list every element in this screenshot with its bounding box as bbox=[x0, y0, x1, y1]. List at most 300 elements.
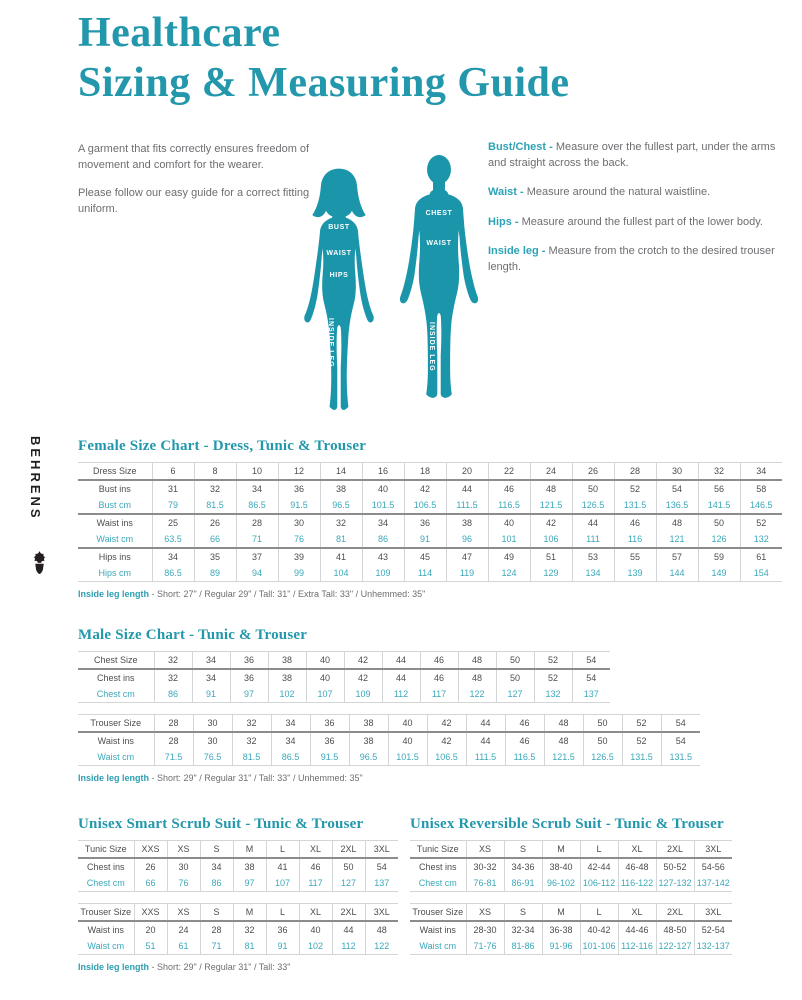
cell-value: 96-102 bbox=[542, 875, 580, 892]
cell-value: 94 bbox=[236, 565, 278, 582]
cell-value: 48 bbox=[544, 732, 583, 749]
cell-value: XXS bbox=[134, 904, 167, 921]
cell-value: 127 bbox=[332, 875, 365, 892]
cell-value: 30-32 bbox=[466, 858, 504, 875]
cell-value: 44 bbox=[332, 921, 365, 938]
table-row bbox=[78, 732, 700, 749]
note-label: Inside leg length bbox=[78, 773, 150, 783]
cell-value: XS bbox=[167, 841, 200, 858]
male-chart-title: Male Size Chart - Tunic & Trouser bbox=[78, 627, 308, 643]
cell-value: 131.5 bbox=[622, 749, 661, 766]
cell-value: 38 bbox=[349, 732, 388, 749]
female-silhouette-graphic bbox=[296, 166, 382, 424]
cell-value: 99 bbox=[278, 565, 320, 582]
cell-value: 41 bbox=[320, 548, 362, 565]
cell-value: 34 bbox=[236, 480, 278, 497]
cell-value: 56 bbox=[698, 480, 740, 497]
brand-logo bbox=[28, 436, 52, 548]
cell-value: 2XL bbox=[332, 841, 365, 858]
cell-value: 51 bbox=[530, 548, 572, 565]
reversible-scrub-title: Unisex Reversible Scrub Suit - Tunic & Trouser bbox=[410, 816, 724, 832]
row-label: Waist ins bbox=[87, 924, 124, 935]
cell-value: 126.5 bbox=[583, 749, 622, 766]
cell-value: 48 bbox=[458, 669, 496, 686]
cell-value: 36 bbox=[278, 480, 320, 497]
cell-value: 46 bbox=[505, 732, 544, 749]
row-label: Trouser Size bbox=[412, 906, 464, 917]
cell-value: 81-86 bbox=[504, 938, 542, 955]
cell-value: 86.5 bbox=[236, 497, 278, 514]
cell-value: 81.5 bbox=[194, 497, 236, 514]
cell-value: 50 bbox=[583, 732, 622, 749]
male-inside-leg-label: INSIDE LEG bbox=[428, 322, 435, 372]
cell-value: 6 bbox=[152, 463, 194, 480]
cell-value: M bbox=[233, 904, 266, 921]
cell-value: 34 bbox=[271, 732, 310, 749]
cell-value: 20 bbox=[134, 921, 167, 938]
row-label: Trouser Size bbox=[90, 717, 142, 728]
cell-value: 36 bbox=[266, 921, 299, 938]
cell-value: 54 bbox=[661, 732, 700, 749]
cell-value: 2XL bbox=[656, 841, 694, 858]
female-silhouette bbox=[296, 166, 382, 424]
cell-value: 32 bbox=[320, 514, 362, 531]
cell-value: 34 bbox=[740, 463, 782, 480]
note-text: - Short: 29" / Regular 31" / Tall: 33" / Unhemmed: 35" bbox=[149, 773, 363, 783]
table-row bbox=[78, 875, 398, 892]
cell-value: XL bbox=[618, 904, 656, 921]
cell-value: 3XL bbox=[365, 841, 398, 858]
cell-value: 91-96 bbox=[542, 938, 580, 955]
cell-value: L bbox=[580, 904, 618, 921]
cell-value: L bbox=[266, 904, 299, 921]
table-row bbox=[78, 921, 398, 938]
cell-value: 49 bbox=[488, 548, 530, 565]
cell-value: 132 bbox=[534, 686, 572, 703]
cell-value: 50 bbox=[572, 480, 614, 497]
cell-value: 47 bbox=[446, 548, 488, 565]
instruction-text: Measure from the crotch to the desired trouser length. bbox=[488, 245, 775, 274]
instruction-text: Measure around the fullest part of the lower body. bbox=[521, 215, 763, 228]
brand-name: BEHRENS bbox=[28, 436, 43, 521]
cell-value: 134 bbox=[572, 565, 614, 582]
cell-value: 86-91 bbox=[504, 875, 542, 892]
cell-value: 91.5 bbox=[278, 497, 320, 514]
cell-value: 34 bbox=[200, 858, 233, 875]
cell-value: 38 bbox=[268, 669, 306, 686]
cell-value: M bbox=[542, 841, 580, 858]
cell-value: 46 bbox=[420, 669, 458, 686]
page-title-line1: Healthcare bbox=[78, 10, 281, 56]
smart-scrub-trouser-table bbox=[78, 903, 400, 955]
row-label: Chest cm bbox=[86, 877, 125, 888]
cell-value: 48 bbox=[530, 480, 572, 497]
cell-value: 132 bbox=[740, 531, 782, 548]
table-row bbox=[78, 669, 610, 686]
cell-value: L bbox=[580, 841, 618, 858]
cell-value: 40 bbox=[299, 921, 332, 938]
table-row bbox=[78, 531, 782, 548]
cell-value: 106.5 bbox=[404, 497, 446, 514]
cell-value: 55 bbox=[614, 548, 656, 565]
cell-value: M bbox=[233, 841, 266, 858]
cell-value: 76 bbox=[167, 875, 200, 892]
cell-value: 54 bbox=[572, 669, 610, 686]
reversible-scrub-tunic-table bbox=[410, 840, 782, 892]
cell-value: 40 bbox=[306, 652, 344, 669]
cell-value: 34 bbox=[192, 669, 230, 686]
cell-value: 54 bbox=[656, 480, 698, 497]
cell-value: 109 bbox=[344, 686, 382, 703]
cell-value: 101.5 bbox=[362, 497, 404, 514]
cell-value: 66 bbox=[194, 531, 236, 548]
cell-value: XS bbox=[466, 904, 504, 921]
cell-value: 36 bbox=[404, 514, 446, 531]
cell-value: 106 bbox=[530, 531, 572, 548]
cell-value: 54 bbox=[572, 652, 610, 669]
smart-scrub-inside-leg-note bbox=[78, 962, 400, 972]
instruction-term: Waist - bbox=[488, 186, 524, 199]
female-inside-leg-note bbox=[78, 589, 782, 599]
cell-value: 97 bbox=[230, 686, 268, 703]
cell-value: 24 bbox=[530, 463, 572, 480]
intro-paragraph: Please follow our easy guide for a correct fitting uniform. bbox=[78, 187, 310, 215]
male-tunic-table bbox=[78, 651, 782, 703]
cell-value: 52 bbox=[622, 732, 661, 749]
cell-value: 32-34 bbox=[504, 921, 542, 938]
reversible-scrub-section bbox=[410, 816, 782, 955]
cell-value: 46 bbox=[505, 715, 544, 732]
cell-value: 116.5 bbox=[505, 749, 544, 766]
page-title-line2: Sizing & Measuring Guide bbox=[78, 60, 570, 106]
cell-value: 30 bbox=[193, 732, 232, 749]
cell-value: 32 bbox=[232, 715, 271, 732]
cell-value: 28 bbox=[236, 514, 278, 531]
cell-value: 146.5 bbox=[740, 497, 782, 514]
intro-paragraph: A garment that fits correctly ensures freedom of movement and comfort for the wearer. bbox=[78, 143, 310, 171]
cell-value: 122-127 bbox=[656, 938, 694, 955]
cell-value: 48 bbox=[544, 715, 583, 732]
row-label: Hips cm bbox=[98, 567, 131, 578]
row-label: Trouser Size bbox=[80, 906, 132, 917]
cell-value: 66 bbox=[134, 875, 167, 892]
cell-value: 28 bbox=[154, 732, 193, 749]
female-hips-label: HIPS bbox=[329, 272, 349, 279]
male-size-chart-section bbox=[78, 627, 782, 783]
cell-value: 97 bbox=[233, 875, 266, 892]
cell-value: 32 bbox=[154, 652, 192, 669]
cell-value: 48-50 bbox=[656, 921, 694, 938]
cell-value: 137 bbox=[365, 875, 398, 892]
cell-value: 52 bbox=[622, 715, 661, 732]
cell-value: 106.5 bbox=[427, 749, 466, 766]
cell-value: 26 bbox=[194, 514, 236, 531]
cell-value: 107 bbox=[306, 686, 344, 703]
cell-value: 91 bbox=[266, 938, 299, 955]
cell-value: 79 bbox=[152, 497, 194, 514]
cell-value: 26 bbox=[134, 858, 167, 875]
row-label: Waist ins bbox=[97, 735, 134, 746]
cell-value: 102 bbox=[268, 686, 306, 703]
instruction-term: Hips - bbox=[488, 215, 519, 228]
cell-value: 111.5 bbox=[446, 497, 488, 514]
cell-value: 28 bbox=[154, 715, 193, 732]
note-text: - Short: 29" / Regular 31" / Tall: 33" bbox=[149, 962, 291, 972]
cell-value: 42 bbox=[427, 732, 466, 749]
cell-value: 71-76 bbox=[466, 938, 504, 955]
cell-value: XL bbox=[618, 841, 656, 858]
instruction-item bbox=[488, 140, 794, 171]
cell-value: 112 bbox=[332, 938, 365, 955]
cell-value: 42 bbox=[344, 669, 382, 686]
cell-value: 58 bbox=[740, 480, 782, 497]
cell-value: 124 bbox=[488, 565, 530, 582]
cell-value: 50 bbox=[332, 858, 365, 875]
instruction-item bbox=[488, 185, 794, 201]
cell-value: S bbox=[200, 904, 233, 921]
cell-value: 126.5 bbox=[572, 497, 614, 514]
cell-value: 28 bbox=[200, 921, 233, 938]
cell-value: 41 bbox=[266, 858, 299, 875]
cell-value: 36 bbox=[230, 652, 268, 669]
cell-value: S bbox=[200, 841, 233, 858]
cell-value: 109 bbox=[362, 565, 404, 582]
table-row bbox=[78, 938, 398, 955]
instruction-text: Measure around the natural waistline. bbox=[526, 186, 711, 199]
cell-value: 38 bbox=[320, 480, 362, 497]
cell-value: 36-38 bbox=[542, 921, 580, 938]
intro-text bbox=[78, 142, 313, 217]
row-label: Hips ins bbox=[98, 551, 131, 562]
cell-value: 52 bbox=[534, 652, 572, 669]
note-label: Inside leg length bbox=[78, 962, 150, 972]
cell-value: 38 bbox=[349, 715, 388, 732]
cell-value: 54 bbox=[365, 858, 398, 875]
table-row bbox=[78, 841, 398, 858]
male-chest-label: CHEST bbox=[425, 210, 453, 217]
row-label: Bust ins bbox=[98, 483, 131, 494]
cell-value: 12 bbox=[278, 463, 320, 480]
cell-value: 112 bbox=[382, 686, 420, 703]
cell-value: 2XL bbox=[332, 904, 365, 921]
cell-value: 96.5 bbox=[320, 497, 362, 514]
cell-value: 38-40 bbox=[542, 858, 580, 875]
row-label: Dress Size bbox=[92, 465, 137, 476]
measurement-figures bbox=[296, 140, 488, 425]
row-label: Chest ins bbox=[86, 861, 125, 872]
cell-value: 121 bbox=[656, 531, 698, 548]
male-trouser-table bbox=[78, 714, 782, 766]
cell-value: 48 bbox=[365, 921, 398, 938]
cell-value: 16 bbox=[362, 463, 404, 480]
female-chart-title: Female Size Chart - Dress, Tunic & Trouser bbox=[78, 438, 367, 454]
cell-value: 26 bbox=[572, 463, 614, 480]
reversible-scrub-trouser-table bbox=[410, 903, 782, 955]
cell-value: 116-122 bbox=[618, 875, 656, 892]
cell-value: 52 bbox=[534, 669, 572, 686]
cell-value: 91.5 bbox=[310, 749, 349, 766]
female-size-chart-section bbox=[78, 438, 782, 599]
row-label: Chest ins bbox=[96, 672, 135, 683]
cell-value: 52 bbox=[740, 514, 782, 531]
cell-value: 50 bbox=[496, 652, 534, 669]
male-inside-leg-note bbox=[78, 773, 782, 783]
row-label: Waist cm bbox=[96, 533, 134, 544]
cell-value: 40 bbox=[388, 715, 427, 732]
measuring-instructions bbox=[488, 140, 794, 290]
cell-value: S bbox=[504, 904, 542, 921]
cell-value: 54-56 bbox=[694, 858, 732, 875]
smart-scrub-section bbox=[78, 816, 400, 972]
cell-value: 42-44 bbox=[580, 858, 618, 875]
cell-value: S bbox=[504, 841, 542, 858]
cell-value: 28-30 bbox=[466, 921, 504, 938]
cell-value: 32 bbox=[154, 669, 192, 686]
cell-value: XS bbox=[466, 841, 504, 858]
cell-value: M bbox=[542, 904, 580, 921]
cell-value: 117 bbox=[299, 875, 332, 892]
cell-value: 86 bbox=[362, 531, 404, 548]
table-row bbox=[78, 548, 782, 565]
cell-value: 40-42 bbox=[580, 921, 618, 938]
cell-value: 34 bbox=[362, 514, 404, 531]
cell-value: 71.5 bbox=[154, 749, 193, 766]
cell-value: 48 bbox=[458, 652, 496, 669]
table-row bbox=[78, 858, 398, 875]
cell-value: 46 bbox=[488, 480, 530, 497]
cell-value: 42 bbox=[404, 480, 446, 497]
cell-value: 136.5 bbox=[656, 497, 698, 514]
cell-value: 116 bbox=[614, 531, 656, 548]
cell-value: 131.5 bbox=[661, 749, 700, 766]
cell-value: 8 bbox=[194, 463, 236, 480]
row-label: Chest cm bbox=[96, 688, 135, 699]
cell-value: 96.5 bbox=[349, 749, 388, 766]
cell-value: 50 bbox=[698, 514, 740, 531]
cell-value: 46 bbox=[614, 514, 656, 531]
cell-value: 36 bbox=[310, 715, 349, 732]
cell-value: 119 bbox=[446, 565, 488, 582]
cell-value: 46-48 bbox=[618, 858, 656, 875]
cell-value: 122 bbox=[458, 686, 496, 703]
cell-value: 32 bbox=[698, 463, 740, 480]
cell-value: 36 bbox=[230, 669, 268, 686]
row-label: Waist ins bbox=[96, 517, 133, 528]
female-inside-leg-label: INSIDE LEG bbox=[327, 318, 334, 368]
cell-value: 121.5 bbox=[530, 497, 572, 514]
cell-value: 18 bbox=[404, 463, 446, 480]
cell-value: 149 bbox=[698, 565, 740, 582]
cell-value: 91 bbox=[192, 686, 230, 703]
cell-value: 59 bbox=[698, 548, 740, 565]
cell-value: 36 bbox=[310, 732, 349, 749]
table-row bbox=[78, 652, 610, 669]
table-row bbox=[78, 749, 700, 766]
cell-value: 40 bbox=[362, 480, 404, 497]
cell-value: 32 bbox=[233, 921, 266, 938]
instruction-item bbox=[488, 215, 794, 231]
cell-value: 137 bbox=[572, 686, 610, 703]
cell-value: 38 bbox=[233, 858, 266, 875]
male-waist-label: WAIST bbox=[426, 240, 452, 247]
table-row bbox=[78, 463, 782, 480]
cell-value: 34 bbox=[271, 715, 310, 732]
cell-value: 40 bbox=[306, 669, 344, 686]
table-row bbox=[410, 858, 732, 875]
page-title bbox=[78, 8, 570, 108]
cell-value: 45 bbox=[404, 548, 446, 565]
cell-value: 25 bbox=[152, 514, 194, 531]
cell-value: 44 bbox=[382, 669, 420, 686]
cell-value: 34 bbox=[192, 652, 230, 669]
cell-value: 44 bbox=[572, 514, 614, 531]
cell-value: 81.5 bbox=[232, 749, 271, 766]
cell-value: 53 bbox=[572, 548, 614, 565]
cell-value: 96 bbox=[446, 531, 488, 548]
cell-value: 42 bbox=[530, 514, 572, 531]
cell-value: 111 bbox=[572, 531, 614, 548]
cell-value: 107 bbox=[266, 875, 299, 892]
cell-value: 106-112 bbox=[580, 875, 618, 892]
row-label: Tunic Size bbox=[416, 843, 459, 854]
cell-value: 44 bbox=[446, 480, 488, 497]
table-row bbox=[78, 497, 782, 514]
cell-value: 122 bbox=[365, 938, 398, 955]
cell-value: 48 bbox=[656, 514, 698, 531]
cell-value: 42 bbox=[344, 652, 382, 669]
cell-value: 131.5 bbox=[614, 497, 656, 514]
cell-value: XS bbox=[167, 904, 200, 921]
cell-value: 86 bbox=[200, 875, 233, 892]
cell-value: 3XL bbox=[694, 841, 732, 858]
cell-value: 44-46 bbox=[618, 921, 656, 938]
cell-value: 34-36 bbox=[504, 858, 542, 875]
cell-value: 154 bbox=[740, 565, 782, 582]
table-row bbox=[410, 938, 732, 955]
cell-value: 52-54 bbox=[694, 921, 732, 938]
cell-value: 44 bbox=[382, 652, 420, 669]
cell-value: 38 bbox=[268, 652, 306, 669]
row-label: Chest cm bbox=[418, 877, 457, 888]
row-label: Waist cm bbox=[97, 751, 135, 762]
cell-value: 51 bbox=[134, 938, 167, 955]
row-label: Tunic Size bbox=[84, 843, 127, 854]
cell-value: 101 bbox=[488, 531, 530, 548]
cell-value: 71 bbox=[200, 938, 233, 955]
table-row bbox=[78, 904, 398, 921]
table-row bbox=[410, 841, 732, 858]
cell-value: 127 bbox=[496, 686, 534, 703]
table-row bbox=[410, 904, 732, 921]
cell-value: 129 bbox=[530, 565, 572, 582]
cell-value: 63.5 bbox=[152, 531, 194, 548]
cell-value: 101-106 bbox=[580, 938, 618, 955]
instruction-item bbox=[488, 244, 794, 275]
cell-value: 132-137 bbox=[694, 938, 732, 955]
cell-value: 89 bbox=[194, 565, 236, 582]
cell-value: 61 bbox=[740, 548, 782, 565]
row-label: Waist cm bbox=[419, 940, 457, 951]
cell-value: 44 bbox=[466, 715, 505, 732]
cell-value: 22 bbox=[488, 463, 530, 480]
female-waist-label: WAIST bbox=[326, 250, 352, 257]
cell-value: 30 bbox=[278, 514, 320, 531]
cell-value: 3XL bbox=[694, 904, 732, 921]
cell-value: 50 bbox=[496, 669, 534, 686]
cell-value: 44 bbox=[466, 732, 505, 749]
row-label: Bust cm bbox=[98, 499, 131, 510]
male-silhouette-graphic bbox=[392, 140, 486, 423]
